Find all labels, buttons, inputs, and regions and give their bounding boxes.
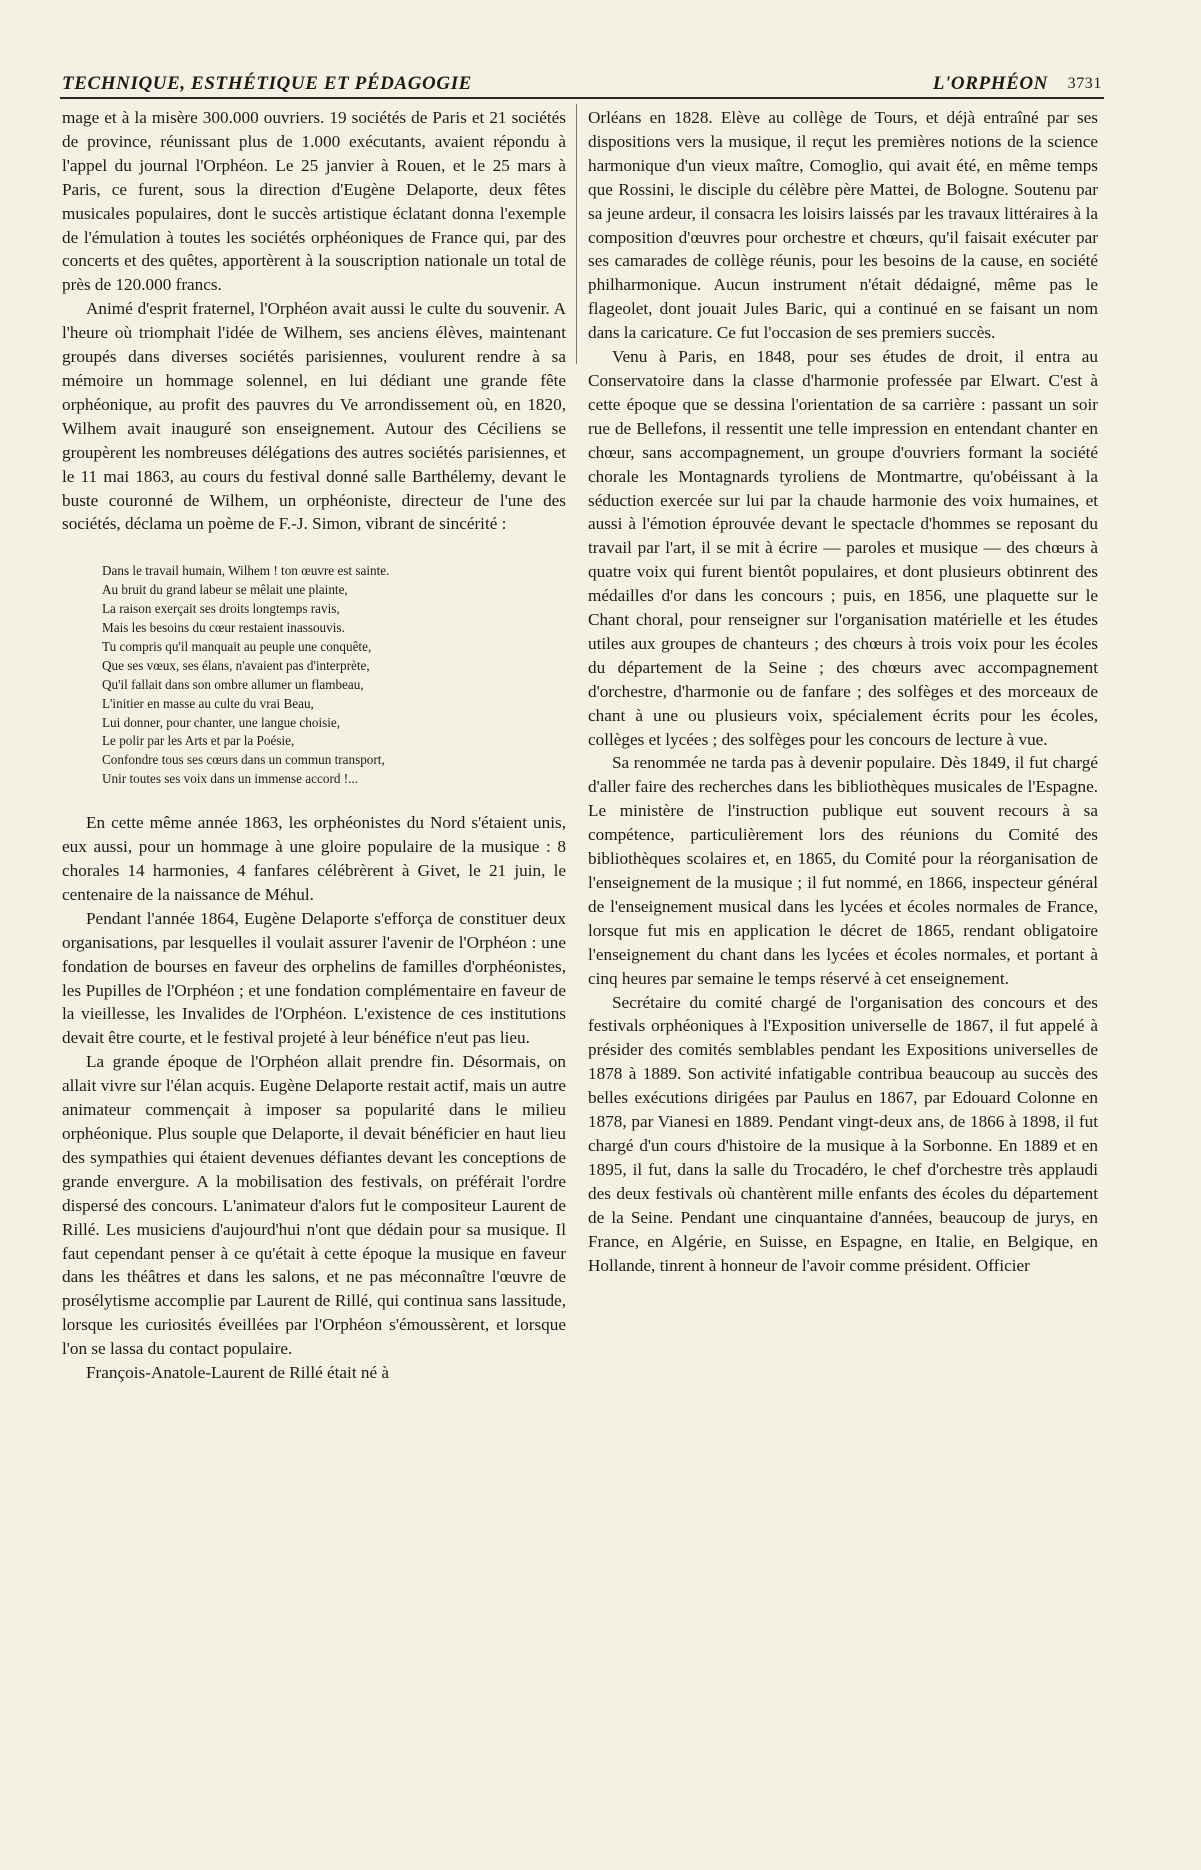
paragraph: En cette même année 1863, les orphéonistes du Nord s'étaient unis, eux aussi, pour un hommage à une gloire populaire de la musique : 8 chorales 14 harmonies, 4 fanfares célébrèrent à Givet, le 21 juin, le centenaire de la naissance de Méhul. <box>62 813 566 904</box>
column-divider <box>576 104 577 364</box>
poem-line: Dans le travail humain, Wilhem ! ton œuvre est sainte. <box>102 563 390 579</box>
paragraph: Pendant l'année 1864, Eugène Delaporte s'efforça de constituer deux organisations, par lesquelles il voulait assurer l'avenir de l'Orphéon : une fondation de bourses en faveur des orphelins de familles d'orphéonistes, les Pupilles de l'Orphéon ; et une fondation complémentaire en faveur de la vieillesse, les Invalides de l'Orphéon. L'existence de ces institutions devait être courte, et le festival projeté à leur bénéfice n'eut pas lieu. <box>62 908 566 1048</box>
poem-line: Lui donner, pour chanter, une langue choisie, <box>102 714 341 730</box>
paragraph: Sa renommée ne tarda pas à devenir populaire. Dès 1849, il fut chargé d'aller faire des recherches dans les bibliothèques musicales de l'Espagne. Le ministère de l'instruction publique eut souvent recours à sa compétence, particulièrement lors des réunions du Comité des bibliothèques scolaires et, en 1865, du Comité pour la réorganisation de l'enseignement de la musique ; il fut nommé, en 1866, inspecteur général de l'enseignement musical dans les lycées et écoles normales de France, lorsque fut mis en application le décret de 1865, rendant obligatoire l'enseignement du chant dans les lycées et écoles normales, et portant à cinq heures par semaine le temps réservé à cet enseignement. <box>588 753 1098 988</box>
header-journal-title: L'ORPHÉON <box>932 73 1048 94</box>
header-section-title: TECHNIQUE, ESTHÉTIQUE ET PÉDAGOGIE <box>62 73 472 94</box>
poem-line: L'initier en masse au culte du vrai Beau, <box>102 695 314 711</box>
poem-line: Qu'il fallait dans son ombre allumer un flambeau, <box>102 676 364 692</box>
paragraph: La grande époque de l'Orphéon allait prendre fin. Désormais, on allait vivre sur l'élan acquis. Eugène Delaporte restait actif, mais un autre animateur commençait à imposer sa popularité dans le milieu orphéonique. Plus souple que Delaporte, il devait bénéficier en haut lieu des sympathies qui étaient devenues défiantes devant les conceptions de grande envergure. A la mobilisation des festivals, on préférait l'ordre dispersé des concours. L'animateur d'alors fut le compositeur Laurent de Rillé. Les musiciens d'aujourd'hui n'ont que dédain pour sa musique. Il faut cependant penser à ce qu'était à cette époque la musique en faveur dans les théâtres et dans les salons, et ne pas méconnaître l'œuvre de prosélytisme accomplie par Laurent de Rillé, qui continua sans lassitude, lorsque les curiosités éveillées par l'Orphéon s'émoussèrent, et lorsque l'on se lassa du contact populaire. <box>62 1052 566 1359</box>
page-number: 3731 <box>1067 75 1102 92</box>
poem <box>102 562 566 789</box>
poem-line: Tu compris qu'il manquait au peuple une conquête, <box>102 638 372 654</box>
right-column <box>588 106 1098 1277</box>
poem-line: Unir toutes ses voix dans un immense accord !... <box>102 771 359 787</box>
paragraph: Venu à Paris, en 1848, pour ses études de droit, il entra au Conservatoire dans la classe d'harmonie professée par Elwart. C'est à cette époque que se dessina l'orientation de sa carrière : passant un soir rue de Bellefons, il ressentit une telle impression en entendant chanter en chœur, sans accompagnement, un groupe d'ouvriers formant la société chorale les Montagnards tyroliens de Montmartre, qu'obéissant à la séduction exercée sur lui par la chaude harmonie des voix humaines, et aussi à l'émotion éprouvée devant le spectacle d'hommes se reposant du travail par l'art, il se mit à écrire — paroles et musique — des chœurs à quatre voix qui furent bientôt populaires, et dont plusieurs obtinrent des médailles d'or dans les concours ; puis, en 1856, une plaquette sur le Chant choral, pour renseigner sur l'organisation matérielle et les études utiles aux groupes de chanteurs ; des chœurs à trois voix pour les écoles du département de la Seine ; des chœurs avec accompagnement d'orchestre, d'harmonie ou de fanfare ; des solfèges et des morceaux de chant à une ou plusieurs voix, spécialement écrits pour les écoles, collèges et lycées ; des solfèges pour les concours de lecture à vue. <box>588 347 1098 749</box>
paragraph: Secrétaire du comité chargé de l'organisation des concours et des festivals orphéoniques à l'Exposition universelle de 1867, il fut appelé à présider des comités semblables pendant les Expositions universelles de 1878 à 1889. Son activité infatigable contribua beaucoup au succès des belles exécutions dirigées par Paulus en 1867, par Edouard Colonne en 1878, par Vianesi en 1889. Pendant vingt-deux ans, de 1866 à 1898, il fut chargé d'un cours d'histoire de la musique à la Sorbonne. En 1889 et en 1895, il fut, dans la salle du Trocadéro, le chef d'orchestre très applaudi des deux festivals où chantèrent mille enfants des écoles du département de la Seine. Pendant une cinquantaine d'années, beaucoup de jurys, en France, en Algérie, en Suisse, en Espagne, en Italie, en Belgique, en Hollande, tinrent à honneur de l'avoir comme président. Officier <box>588 992 1098 1275</box>
paragraph: Orléans en 1828. Elève au collège de Tours, et déjà entraîné par ses dispositions vers la musique, il reçut les premières notions de la science harmonique d'un vieux maître, Comoglio, qui avait été, en même temps que Rossini, le disciple du célèbre père Mattei, de Bologne. Soutenu par sa jeune ardeur, il consacra les loisirs laissés par les travaux littéraires à la composition d'œuvres pour orchestre et chœurs, qu'il faisait exécuter par ses camarades de collège réunis, pour les besoins de la cause, en société philharmonique. Aucun instrument n'était dédaigné, même pas le flageolet, dont jouait Jules Baric, qui a continué en se faisant un nom dans la caricature. Ce fut l'occasion de ses premiers succès. <box>588 108 1098 343</box>
paragraph: François-Anatole-Laurent de Rillé était né à <box>86 1363 390 1383</box>
poem-line: Le polir par les Arts et par la Poésie, <box>102 733 295 749</box>
poem-line: Que ses vœux, ses élans, n'avaient pas d'interprète, <box>102 657 370 673</box>
poem-line: Mais les besoins du cœur restaient inassouvis. <box>102 620 345 636</box>
poem-line: La raison exerçait ses droits longtemps ravis, <box>102 601 340 617</box>
running-header <box>62 70 1102 98</box>
left-column <box>62 106 566 1385</box>
poem-line: Au bruit du grand labeur se mêlait une plainte, <box>102 582 348 598</box>
header-rule <box>60 97 1104 99</box>
paragraph: mage et à la misère 300.000 ouvriers. 19 sociétés de Paris et 21 sociétés de province, réunissant plus de 1.000 exécutants, avaient répondu à l'appel du journal l'Orphéon. Le 25 janvier à Rouen, et le 25 mars à Paris, ce furent, sous la direction d'Eugène Delaporte, deux fêtes musicales populaires, dont le succès artistique éclatant donna l'exemple de l'émulation à toutes les sociétés orphéoniques de France qui, par des concerts et des quêtes, apportèrent à la souscription nationale un total de près de 120.000 francs. <box>62 108 566 295</box>
paragraph: Animé d'esprit fraternel, l'Orphéon avait aussi le culte du souvenir. A l'heure où triomphait l'idée de Wilhem, ses anciens élèves, maintenant groupés dans diverses sociétés parisiennes, voulurent rendre à sa mémoire un hommage solennel, en lui dédiant une grande fête orphéonique, au profit des pauvres du Ve arrondissement où, en 1820, Wilhem avait inauguré son enseignement. Autour des Céciliens se groupèrent les nombreuses délégations des autres sociétés parisiennes, et le 11 mai 1863, au cours du festival donné salle Barthélemy, devant le buste couronné de Wilhem, un orphéoniste, directeur de l'une des sociétés, déclama un poème de F.-J. Simon, vibrant de sincérité : <box>62 299 566 534</box>
poem-line: Confondre tous ses cœurs dans un commun transport, <box>102 752 385 768</box>
